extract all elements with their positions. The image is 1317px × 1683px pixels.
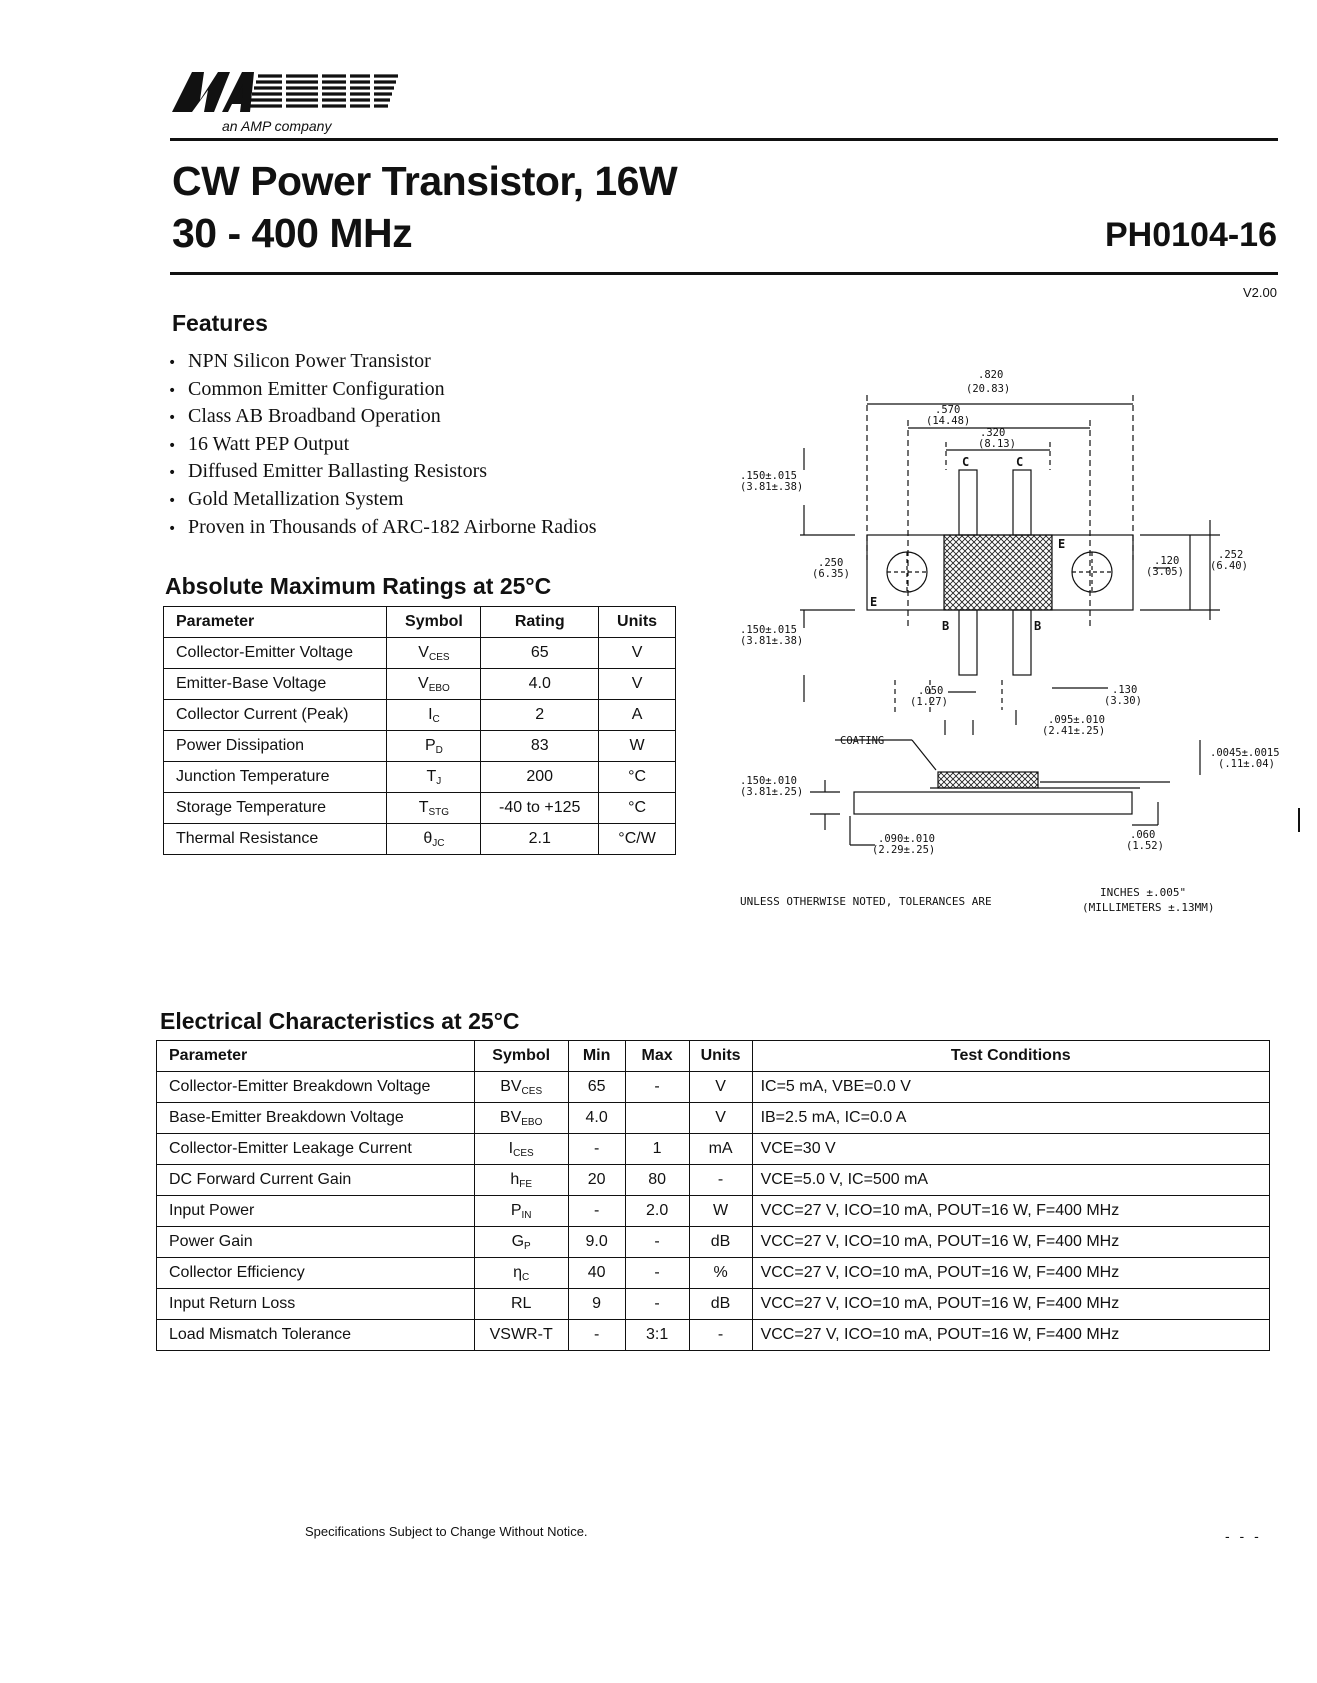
- pin-label-base: B: [1034, 619, 1042, 633]
- symbol-cell: $\eta_C$: [474, 1258, 568, 1289]
- min-cell: 9: [568, 1289, 625, 1320]
- symbol-cell: $T_{STG}$: [387, 793, 481, 824]
- svg-text:.090±.010: .090±.010: [878, 833, 935, 845]
- table-row: [157, 1103, 1270, 1134]
- scan-mark: [1298, 808, 1300, 832]
- rating-cell: 2.1: [481, 824, 599, 855]
- page-subtitle: 30 - 400 MHz: [172, 210, 413, 256]
- param-cell: Collector Efficiency: [157, 1258, 475, 1289]
- package-outline-drawing: [740, 369, 1300, 940]
- table-row: [157, 1227, 1270, 1258]
- col-header: Parameter: [157, 1041, 475, 1072]
- symbol-cell: $T_J$: [387, 762, 481, 793]
- max-cell: 1: [625, 1134, 689, 1165]
- units-cell: dB: [689, 1289, 752, 1320]
- footer-dashes: - - -: [1225, 1528, 1262, 1544]
- tolerance-note: UNLESS OTHERWISE NOTED, TOLERANCES ARE: [740, 895, 992, 908]
- units-cell: mA: [689, 1134, 752, 1165]
- col-header: Symbol: [474, 1041, 568, 1072]
- table-row: [157, 1320, 1270, 1351]
- col-header: Min: [568, 1041, 625, 1072]
- svg-text:(.11±.04): (.11±.04): [1218, 758, 1275, 770]
- rating-cell: 4.0: [481, 669, 599, 700]
- svg-text:(1.52): (1.52): [1126, 840, 1164, 852]
- min-cell: -: [568, 1320, 625, 1351]
- symbol-cell: $V_{EBO}$: [387, 669, 481, 700]
- pin-label-collector: C: [1016, 455, 1024, 469]
- svg-text:COATING: COATING: [840, 735, 885, 747]
- units-cell: dB: [689, 1227, 752, 1258]
- symbol-cell: RL: [474, 1289, 568, 1320]
- side-view-flange: [854, 792, 1132, 814]
- rating-cell: -40 to +125: [481, 793, 599, 824]
- max-cell: 2.0: [625, 1196, 689, 1227]
- svg-text:(3.30): (3.30): [1104, 695, 1142, 707]
- symbol-cell: $P_{IN}$: [474, 1196, 568, 1227]
- condition-cell: VCE=5.0 V, IC=500 mA: [752, 1165, 1269, 1196]
- param-cell: Storage Temperature: [164, 793, 387, 824]
- svg-text:(6.35): (6.35): [812, 568, 850, 580]
- abs-max-table: [163, 606, 676, 855]
- symbol-cell: $I_C$: [387, 700, 481, 731]
- col-header: Units: [599, 607, 676, 638]
- max-cell: 3:1: [625, 1320, 689, 1351]
- elec-table: [156, 1040, 1270, 1351]
- param-cell: Power Gain: [157, 1227, 475, 1258]
- param-cell: Power Dissipation: [164, 731, 387, 762]
- svg-text:.095±.010: .095±.010: [1048, 714, 1105, 726]
- svg-text:.570: .570: [935, 404, 961, 416]
- condition-cell: IC=5 mA, VBE=0.0 V: [752, 1072, 1269, 1103]
- list-item: • Class AB Broadband Operation: [168, 403, 597, 431]
- svg-text:(3.81±.38): (3.81±.38): [740, 635, 804, 647]
- condition-cell: VCE=30 V: [752, 1134, 1269, 1165]
- tolerance-mm: (MILLIMETERS ±.13MM): [1082, 901, 1215, 914]
- rating-cell: 200: [481, 762, 599, 793]
- svg-text:.250: .250: [818, 557, 844, 569]
- symbol-cell: VSWR-T: [474, 1320, 568, 1351]
- features-heading: Features: [172, 310, 268, 336]
- units-cell: %: [689, 1258, 752, 1289]
- page-title: CW Power Transistor, 16W: [172, 158, 678, 204]
- svg-text:.252: .252: [1218, 549, 1244, 561]
- units-cell: W: [689, 1196, 752, 1227]
- symbol-cell: $\theta_{JC}$: [387, 824, 481, 855]
- param-cell: Collector-Emitter Voltage: [164, 638, 387, 669]
- symbol-cell: $BV_{CES}$: [474, 1072, 568, 1103]
- param-cell: Thermal Resistance: [164, 824, 387, 855]
- pin-label-emitter: E: [870, 595, 878, 609]
- rating-cell: 2: [481, 700, 599, 731]
- table-header-row: [164, 607, 676, 638]
- condition-cell: VCC=27 V, ICO=10 mA, POUT=16 W, F=400 MHz: [752, 1289, 1269, 1320]
- table-row: [157, 1289, 1270, 1320]
- param-cell: DC Forward Current Gain: [157, 1165, 475, 1196]
- param-cell: Emitter-Base Voltage: [164, 669, 387, 700]
- units-cell: V: [599, 669, 676, 700]
- param-cell: Load Mismatch Tolerance: [157, 1320, 475, 1351]
- list-item: • NPN Silicon Power Transistor: [168, 348, 597, 376]
- condition-cell: VCC=27 V, ICO=10 mA, POUT=16 W, F=400 MHz: [752, 1196, 1269, 1227]
- condition-cell: IB=2.5 mA, IC=0.0 A: [752, 1103, 1269, 1134]
- pin-label-emitter: E: [1058, 537, 1066, 551]
- svg-text:.120: .120: [1154, 555, 1180, 567]
- units-cell: V: [689, 1072, 752, 1103]
- svg-text:(3.81±.25): (3.81±.25): [740, 786, 804, 798]
- side-view-coating: [938, 772, 1038, 788]
- max-cell: -: [625, 1289, 689, 1320]
- units-cell: V: [689, 1103, 752, 1134]
- table-row: [157, 1258, 1270, 1289]
- svg-text:.050: .050: [918, 685, 944, 697]
- list-item: • 16 Watt PEP Output: [168, 431, 597, 459]
- features-list: [168, 348, 597, 541]
- min-cell: 4.0: [568, 1103, 625, 1134]
- units-cell: W: [599, 731, 676, 762]
- param-cell: Collector-Emitter Leakage Current: [157, 1134, 475, 1165]
- symbol-cell: $P_D$: [387, 731, 481, 762]
- max-cell: -: [625, 1258, 689, 1289]
- list-item: • Gold Metallization System: [168, 486, 597, 514]
- svg-text:.320: .320: [980, 427, 1006, 439]
- list-item: • Diffused Emitter Ballasting Resistors: [168, 458, 597, 486]
- col-header: Symbol: [387, 607, 481, 638]
- table-row: [164, 700, 676, 731]
- col-header: Rating: [481, 607, 599, 638]
- table-row: [157, 1165, 1270, 1196]
- die-hatch: [944, 535, 1052, 610]
- svg-text:.130: .130: [1112, 684, 1138, 696]
- svg-text:(1.27): (1.27): [910, 696, 948, 708]
- condition-cell: VCC=27 V, ICO=10 mA, POUT=16 W, F=400 MHz: [752, 1320, 1269, 1351]
- list-item: • Proven in Thousands of ARC-182 Airborne Radios: [168, 514, 597, 542]
- svg-text:.820: .820: [978, 369, 1004, 381]
- svg-text:(6.40): (6.40): [1210, 560, 1248, 572]
- param-cell: Collector-Emitter Breakdown Voltage: [157, 1072, 475, 1103]
- max-cell: -: [625, 1227, 689, 1258]
- table-row: [164, 731, 676, 762]
- tolerance-inches: INCHES ±.005": [1100, 886, 1187, 899]
- table-row: [164, 669, 676, 700]
- symbol-cell: $h_{FE}$: [474, 1165, 568, 1196]
- table-row: [164, 824, 676, 855]
- rating-cell: 65: [481, 638, 599, 669]
- units-cell: -: [689, 1165, 752, 1196]
- table-row: [164, 762, 676, 793]
- min-cell: 65: [568, 1072, 625, 1103]
- col-header: Test Conditions: [752, 1041, 1269, 1072]
- svg-text:(3.81±.38): (3.81±.38): [740, 481, 804, 493]
- table-row: [164, 793, 676, 824]
- units-cell: °C/W: [599, 824, 676, 855]
- header-rule-top: [170, 138, 1278, 141]
- abs-max-heading: Absolute Maximum Ratings at 25°C: [165, 573, 552, 599]
- units-cell: A: [599, 700, 676, 731]
- min-cell: 9.0: [568, 1227, 625, 1258]
- table-row: [157, 1134, 1270, 1165]
- min-cell: 20: [568, 1165, 625, 1196]
- elec-heading: Electrical Characteristics at 25°C: [160, 1008, 520, 1034]
- pin-label-base: B: [942, 619, 950, 633]
- pin-label-collector: C: [962, 455, 970, 469]
- param-cell: Collector Current (Peak): [164, 700, 387, 731]
- svg-text:.150±.015: .150±.015: [740, 470, 797, 482]
- table-row: [164, 638, 676, 669]
- col-header: Max: [625, 1041, 689, 1072]
- header-rule-bottom: [170, 272, 1278, 275]
- min-cell: -: [568, 1196, 625, 1227]
- condition-cell: VCC=27 V, ICO=10 mA, POUT=16 W, F=400 MHz: [752, 1227, 1269, 1258]
- svg-text:.0045±.0015: .0045±.0015: [1210, 747, 1280, 759]
- svg-text:(2.29±.25): (2.29±.25): [872, 844, 936, 856]
- units-cell: °C: [599, 762, 676, 793]
- condition-cell: VCC=27 V, ICO=10 mA, POUT=16 W, F=400 MHz: [752, 1258, 1269, 1289]
- version-label: V2.00: [1243, 285, 1277, 300]
- col-header: Parameter: [164, 607, 387, 638]
- table-header-row: [157, 1041, 1270, 1072]
- symbol-cell: $G_P$: [474, 1227, 568, 1258]
- symbol-cell: $V_{CES}$: [387, 638, 481, 669]
- units-cell: °C: [599, 793, 676, 824]
- param-cell: Base-Emitter Breakdown Voltage: [157, 1103, 475, 1134]
- symbol-cell: $BV_{EBO}$: [474, 1103, 568, 1134]
- part-number: PH0104-16: [1104, 216, 1277, 254]
- table-row: [157, 1072, 1270, 1103]
- svg-text:(8.13): (8.13): [978, 438, 1016, 450]
- footer-notice: Specifications Subject to Change Without Notice.: [305, 1524, 588, 1539]
- max-cell: -: [625, 1072, 689, 1103]
- svg-text:.060: .060: [1130, 829, 1156, 841]
- max-cell: 80: [625, 1165, 689, 1196]
- table-row: [157, 1196, 1270, 1227]
- svg-text:(3.05): (3.05): [1146, 566, 1184, 578]
- svg-text:.150±.010: .150±.010: [740, 775, 797, 787]
- svg-text:(2.41±.25): (2.41±.25): [1042, 725, 1106, 737]
- col-header: Units: [689, 1041, 752, 1072]
- svg-text:(20.83): (20.83): [966, 383, 1011, 395]
- param-cell: Input Power: [157, 1196, 475, 1227]
- min-cell: -: [568, 1134, 625, 1165]
- rating-cell: 83: [481, 731, 599, 762]
- svg-text:.150±.015: .150±.015: [740, 624, 797, 636]
- svg-text:(14.48): (14.48): [926, 415, 971, 427]
- logo-tagline: an AMP company: [222, 118, 332, 134]
- param-cell: Input Return Loss: [157, 1289, 475, 1320]
- symbol-cell: $I_{CES}$: [474, 1134, 568, 1165]
- min-cell: 40: [568, 1258, 625, 1289]
- list-item: • Common Emitter Configuration: [168, 376, 597, 404]
- param-cell: Junction Temperature: [164, 762, 387, 793]
- units-cell: V: [599, 638, 676, 669]
- units-cell: -: [689, 1320, 752, 1351]
- max-cell: [625, 1103, 689, 1134]
